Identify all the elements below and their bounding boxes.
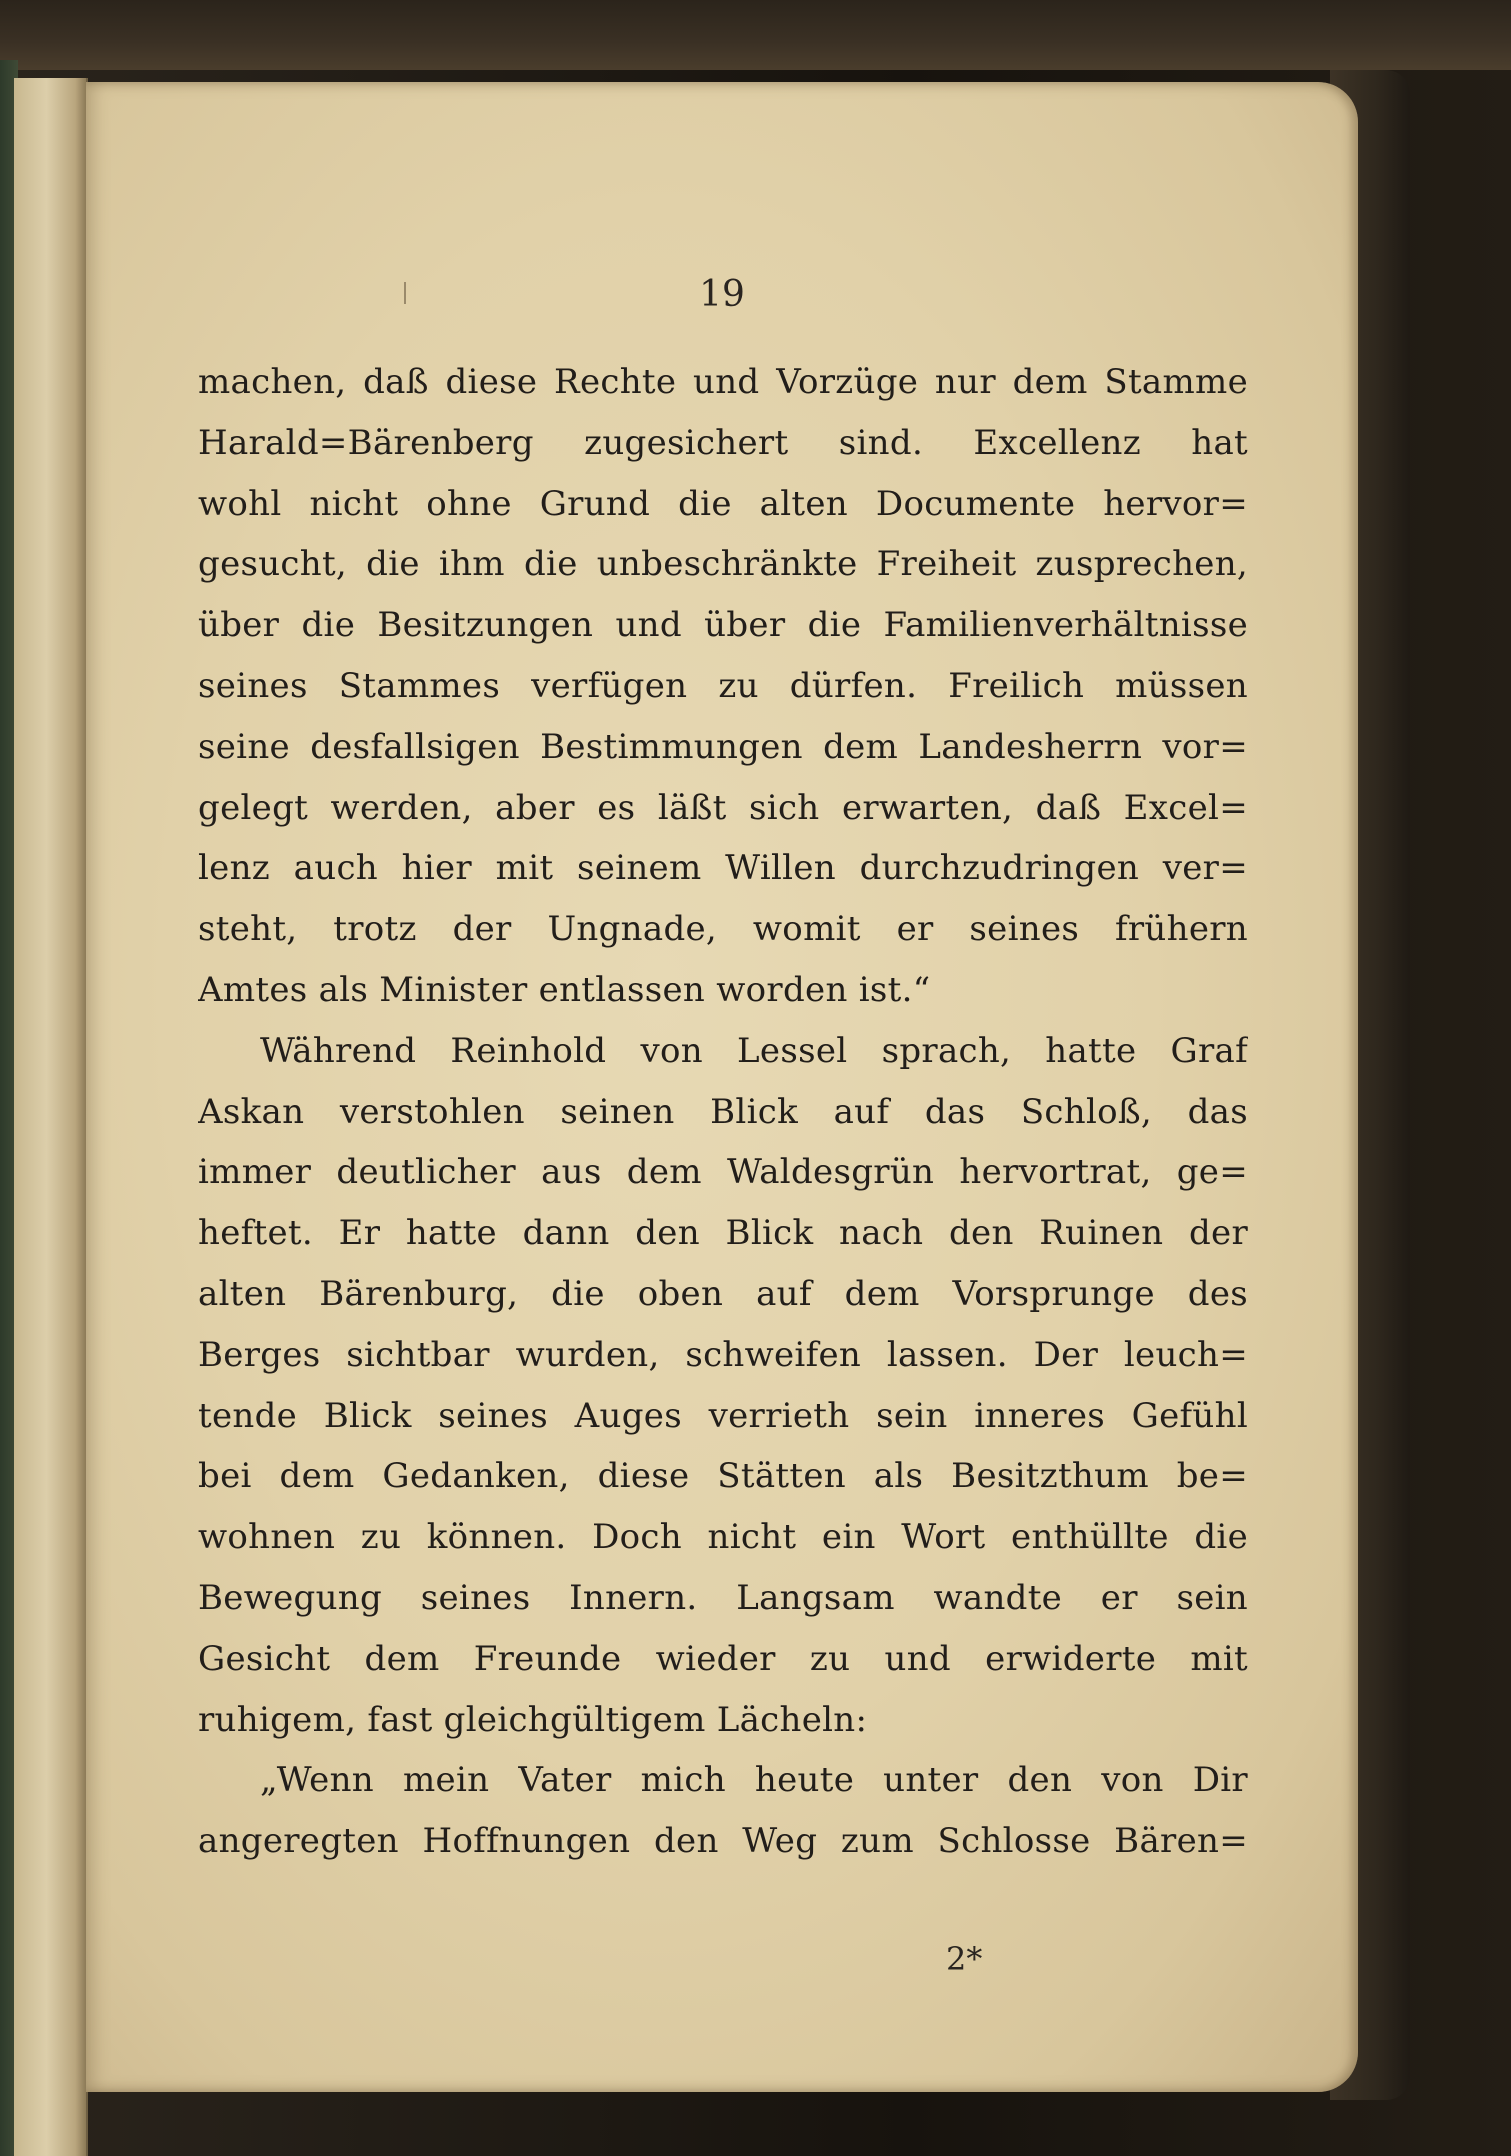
text-line: wohl nicht ohne Grund die alten Documente hervor= xyxy=(198,483,1248,524)
text-line: gelegt werden, aber es läßt sich erwarten, daß Excel= xyxy=(198,787,1248,828)
text-line: Gesicht dem Freunde wieder zu und erwiderte mit xyxy=(198,1638,1248,1679)
page-text xyxy=(198,352,1248,1872)
text-line: Askan verstohlen seinen Blick auf das Schloß, das xyxy=(198,1091,1248,1132)
text-line: bei dem Gedanken, diese Stätten als Besitzthum be= xyxy=(198,1456,1248,1497)
book-binding-top xyxy=(0,0,1511,70)
text-line: lenz auch hier mit seinem Willen durchzudringen ver= xyxy=(198,848,1248,889)
text-line: Harald=Bärenberg zugesichert sind. Excellenz hat xyxy=(198,422,1248,463)
text-line: steht, trotz der Ungnade, womit er seines frühern xyxy=(198,909,1248,950)
text-line: wohnen zu können. Doch nicht ein Wort enthüllte die xyxy=(198,1517,1248,1558)
text-line: tende Blick seines Auges verrieth sein inneres Gefühl xyxy=(198,1395,1248,1436)
text-line: immer deutlicher aus dem Waldesgrün hervortrat, ge= xyxy=(198,1152,1248,1193)
page-number: 19 xyxy=(699,274,745,315)
text-line: Amtes als Minister entlassen worden ist.“ xyxy=(198,969,931,1010)
text-line: heftet. Er hatte dann den Blick nach den Ruinen der xyxy=(198,1213,1248,1254)
text-line: Bewegung seines Innern. Langsam wandte er sein xyxy=(198,1577,1248,1618)
previous-page-edge xyxy=(14,78,88,2156)
text-line: seines Stammes verfügen zu dürfen. Freilich müssen xyxy=(198,665,1248,706)
book-page xyxy=(86,82,1358,2092)
signature-mark: 2* xyxy=(946,1940,983,1978)
text-line: über die Besitzungen und über die Familienverhältnisse xyxy=(198,605,1248,646)
text-line: angeregten Hoffnungen den Weg zum Schlosse Bären= xyxy=(198,1821,1248,1862)
text-line: machen, daß diese Rechte und Vorzüge nur dem Stamme xyxy=(198,362,1248,402)
text-line: gesucht, die ihm die unbeschränkte Freiheit zusprechen, xyxy=(198,544,1248,585)
text-line: seine desfallsigen Bestimmungen dem Landesherrn vor= xyxy=(198,726,1248,767)
text-line: „Wenn mein Vater mich heute unter den von Dir xyxy=(260,1760,1248,1801)
text-line: Während Reinhold von Lessel sprach, hatte Graf xyxy=(260,1030,1248,1071)
text-line: Berges sichtbar wurden, schweifen lassen. Der leuch= xyxy=(198,1334,1248,1375)
text-line: alten Bärenburg, die oben auf dem Vorsprunge des xyxy=(198,1273,1248,1314)
text-line: ruhigem, fast gleichgültigem Lächeln: xyxy=(198,1699,868,1740)
